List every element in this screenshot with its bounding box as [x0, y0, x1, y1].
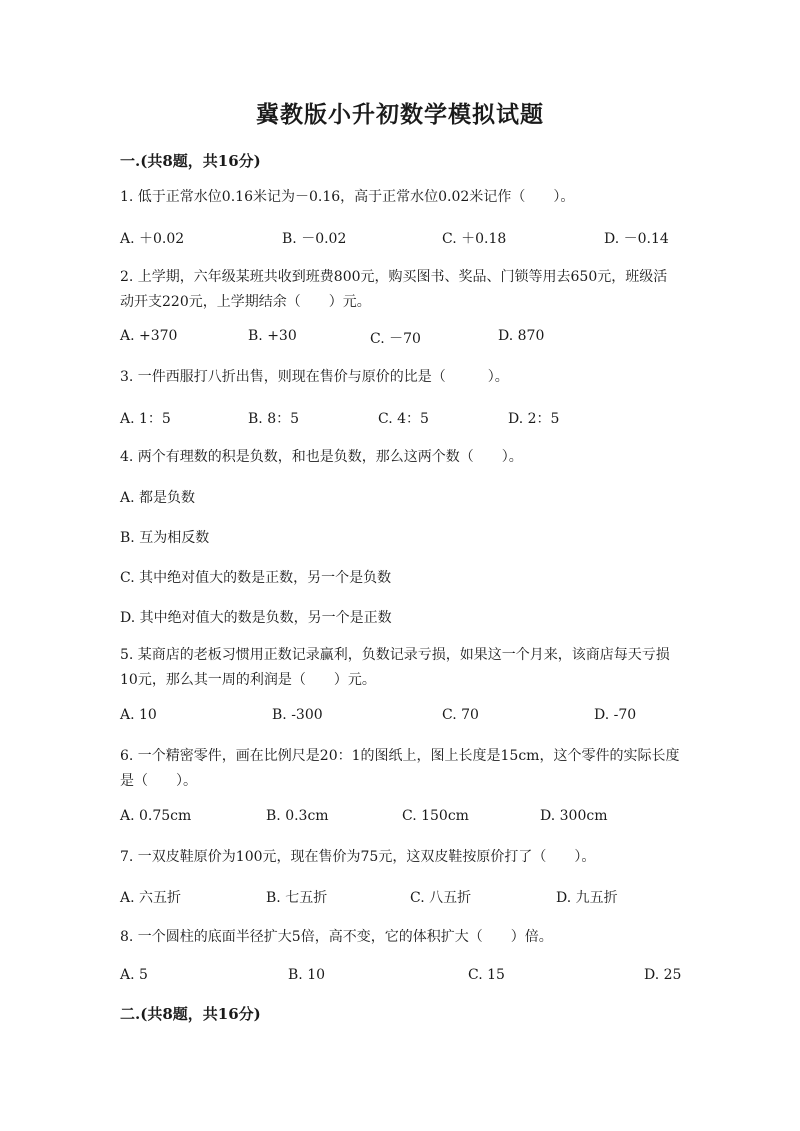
option-a: A. 1：5	[120, 411, 171, 427]
option-d: D. 九五折	[556, 890, 618, 906]
option-c: C. 70	[442, 707, 479, 723]
options-row-1	[120, 228, 700, 250]
option-b: B. 8：5	[248, 411, 300, 427]
option-c: C. ＋0.18	[442, 231, 507, 247]
option-a: A. 六五折	[120, 890, 182, 906]
option-b: B. -300	[272, 707, 323, 723]
option-a: A. 0.75cm	[120, 808, 192, 824]
options-row-8	[120, 967, 700, 989]
option-d: D. 其中绝对值大的数是负数，另一个是正数	[120, 610, 392, 626]
option-b: B. 0.3cm	[266, 808, 329, 824]
question-6: 6. 一个精密零件，画在比例尺是20：1的图纸上，图上长度是15cm，这个零件的实际长度是（ ）。	[120, 748, 680, 789]
question-8: 8. 一个圆柱的底面半径扩大5倍，高不变，它的体积扩大（ ）倍。	[120, 929, 553, 945]
options-row-7	[120, 887, 700, 909]
option-d: D. 300cm	[540, 808, 608, 824]
question-4: 4. 两个有理数的积是负数，和也是负数，那么这两个数（ ）。	[120, 449, 523, 465]
option-row-4c	[120, 567, 700, 589]
option-row-4d	[120, 607, 700, 629]
question-1: 1. 低于正常水位0.16米记为－0.16，高于正常水位0.02米记作（ ）。	[120, 189, 575, 205]
options-row-2	[120, 328, 700, 350]
option-b: B. 七五折	[266, 890, 328, 906]
option-c: C. 八五折	[410, 890, 472, 906]
option-a: A. ＋0.02	[120, 231, 185, 247]
section-heading-1: 一.(共8题，共16分)	[120, 152, 261, 170]
question-7: 7. 一双皮鞋原价为100元，现在售价为75元，这双皮鞋按原价打了（ ）。	[120, 849, 596, 865]
option-row-4b	[120, 527, 700, 549]
option-a: A. +370	[120, 328, 178, 344]
option-b: B. 10	[288, 967, 326, 983]
option-b: B. 互为相反数	[120, 530, 210, 546]
option-c: C. 其中绝对值大的数是正数，另一个是负数	[120, 570, 392, 586]
section-heading-2: 二.(共8题，共16分)	[120, 1005, 261, 1023]
option-d: D. 2：5	[508, 411, 560, 427]
option-c: C. 4：5	[378, 411, 429, 427]
option-b: B. +30	[248, 328, 297, 344]
option-c: C. 150cm	[402, 808, 469, 824]
option-row-4a	[120, 487, 700, 509]
question-2: 2. 上学期，六年级某班共收到班费800元，购买图书、奖品、门锁等用去650元，班级活动开支220元，上学期结余（ ）元。	[120, 269, 668, 310]
option-d: D. 25	[644, 967, 682, 983]
option-a: A. 都是负数	[120, 490, 196, 506]
option-d: D. -70	[594, 707, 637, 723]
options-row-6	[120, 808, 700, 830]
option-d: D. －0.14	[604, 231, 669, 247]
page-title: 冀教版小升初数学模拟试题	[256, 101, 544, 128]
option-c: C. 15	[468, 967, 505, 983]
option-a: A. 10	[120, 707, 157, 723]
options-row-5	[120, 707, 700, 729]
question-5: 5. 某商店的老板习惯用正数记录赢利，负数记录亏损，如果这一个月来，该商店每天亏损10元，那么其一周的利润是（ ）元。	[120, 647, 670, 688]
option-c: C. －70	[370, 331, 421, 347]
option-a: A. 5	[120, 967, 148, 983]
question-3: 3. 一件西服打八折出售，则现在售价与原价的比是（ ）。	[120, 369, 509, 385]
options-row-3	[120, 408, 700, 430]
option-d: D. 870	[498, 328, 545, 344]
option-b: B. －0.02	[282, 231, 347, 247]
